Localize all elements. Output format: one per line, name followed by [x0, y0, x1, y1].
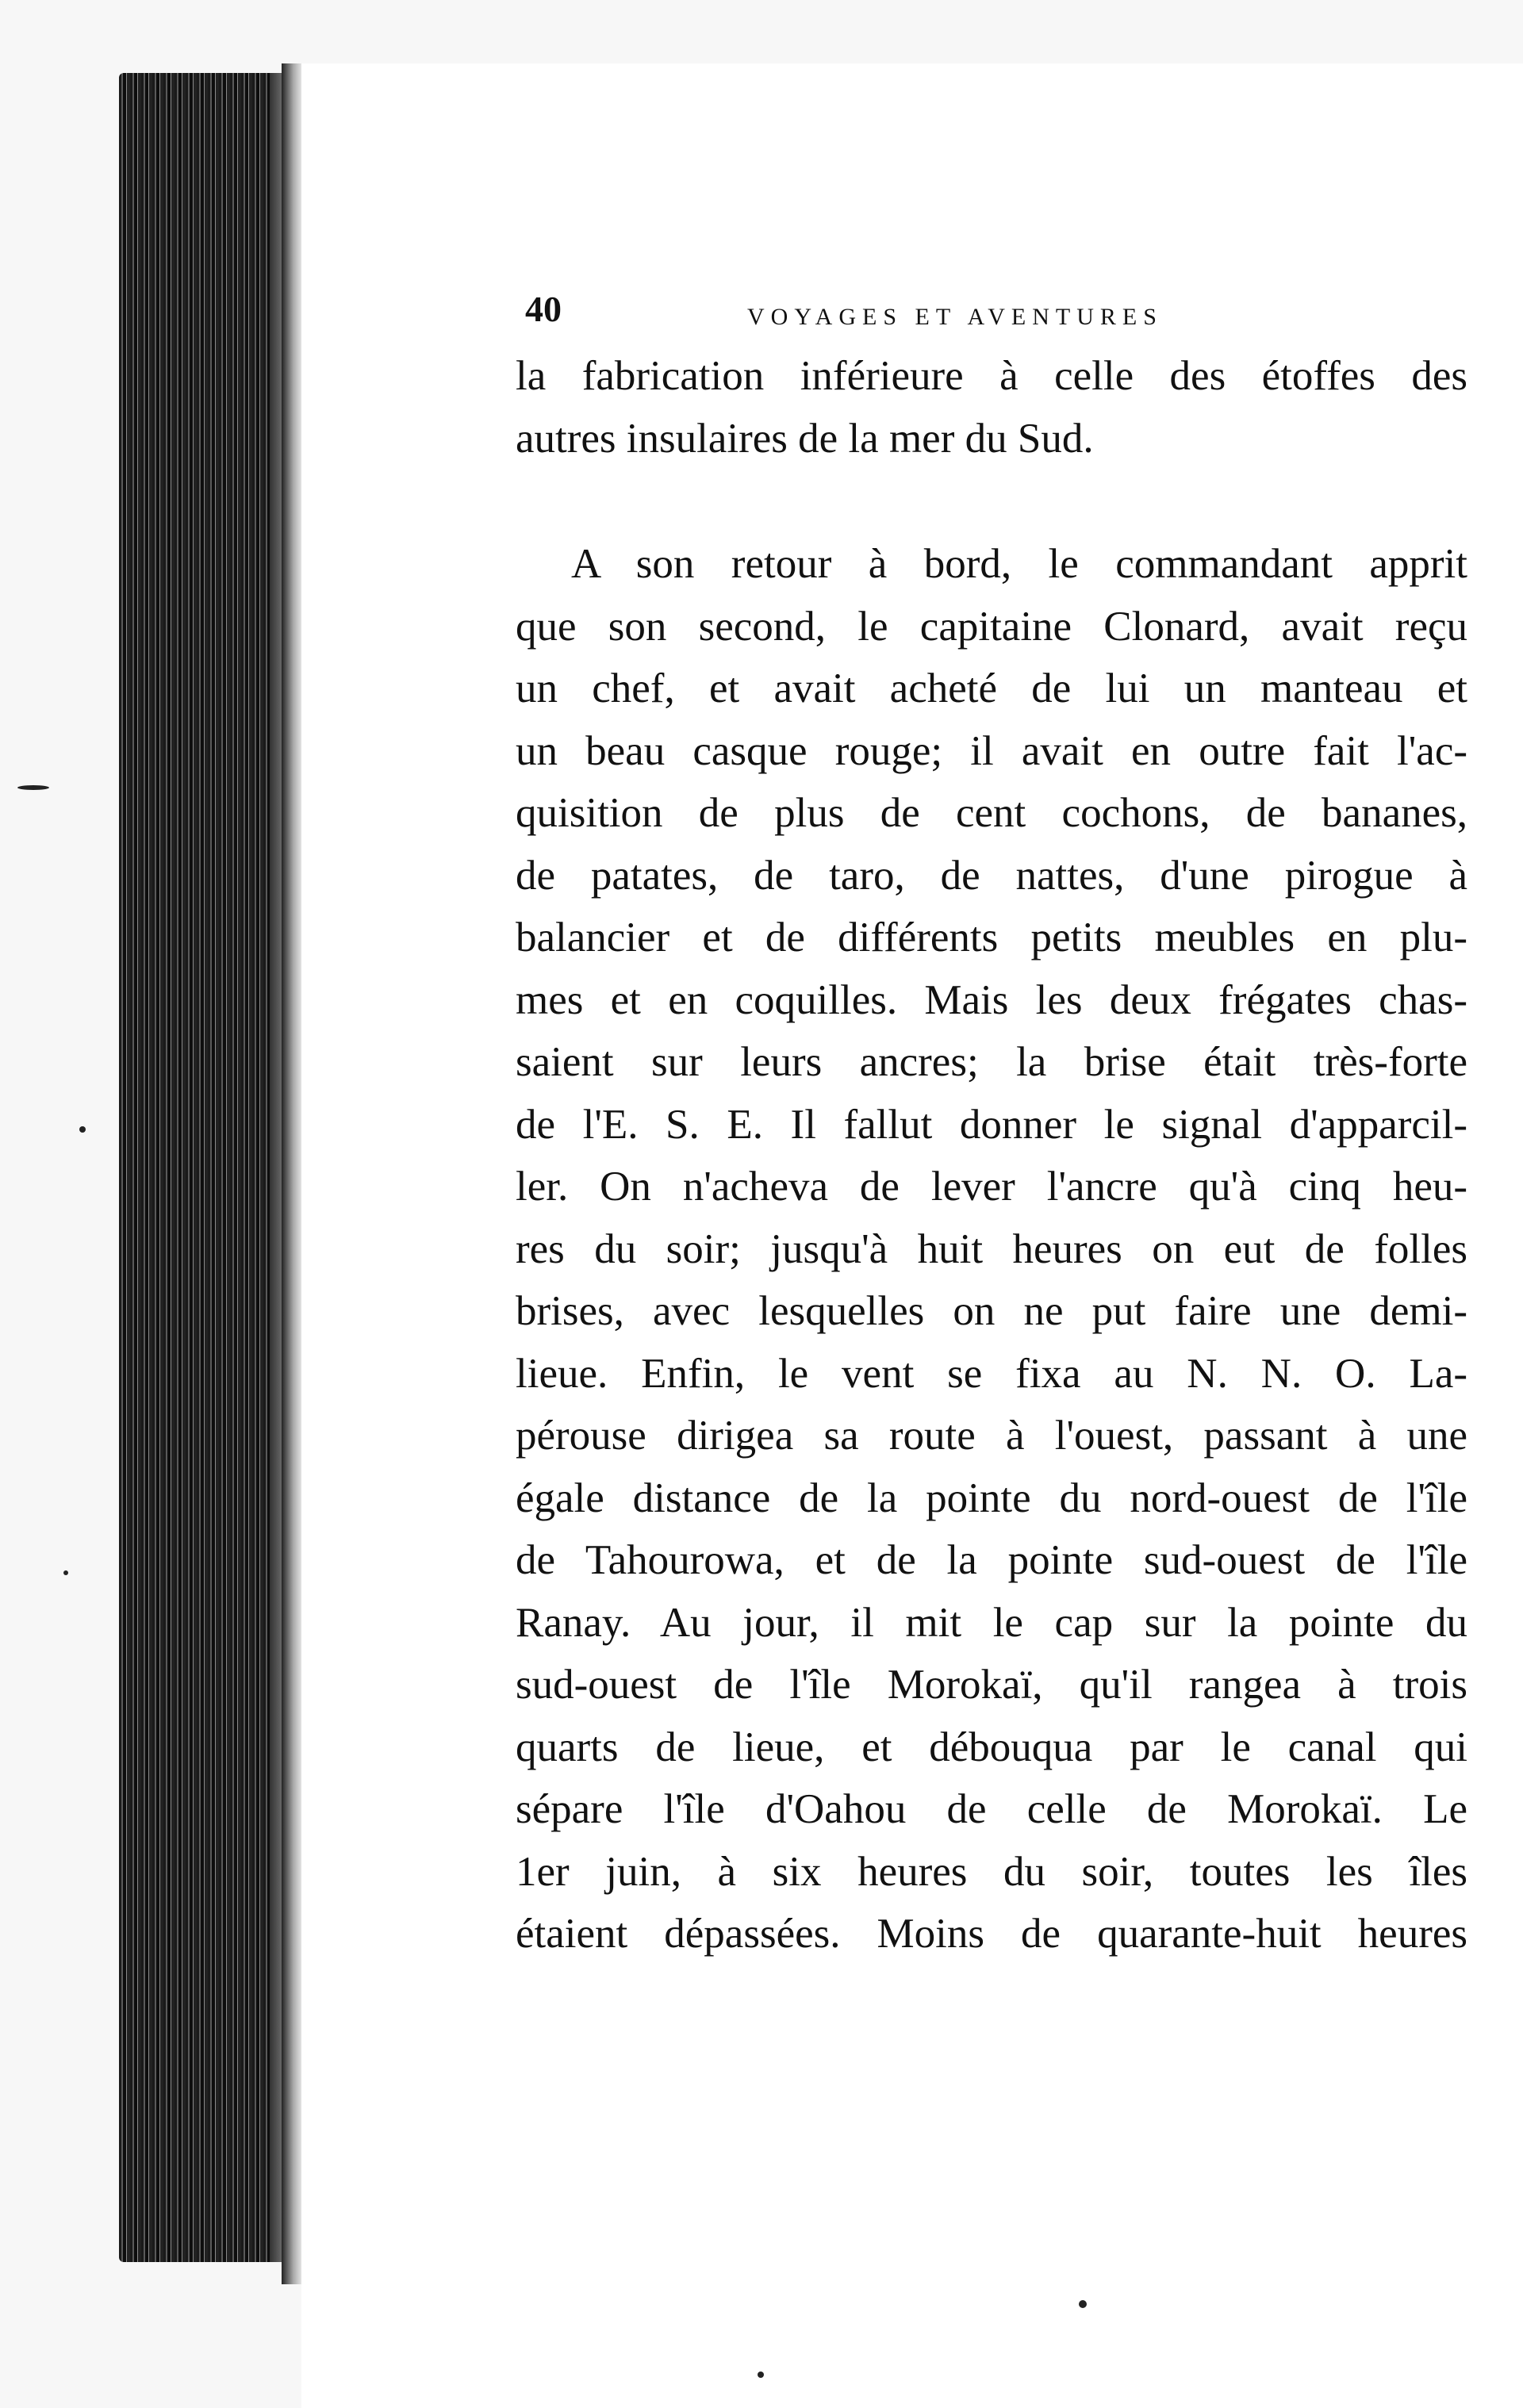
text-line: étaient dépassées. Moins de quarante-huit heures [516, 1911, 1467, 1957]
text-line: autres insulaires de la mer du Sud. [516, 415, 1094, 462]
text-line: un beau casque rouge; il avait en outre fait l'ac- [516, 727, 1467, 774]
text-line: la fabrication inférieure à celle des étoffes des [516, 353, 1467, 399]
scan-speck [63, 1570, 68, 1575]
text-line: de l'E. S. E. Il fallut donner le signal d'apparcil- [516, 1101, 1467, 1148]
paragraph-break [516, 470, 1467, 533]
text-line: 1er juin, à six heures du soir, toutes les îles [516, 1848, 1467, 1895]
text-line: sud-ouest de l'île Morokaï, qu'il rangea à trois [516, 1662, 1467, 1708]
scan-speck [1079, 2300, 1087, 2308]
running-head: VOYAGES ET AVENTURES [747, 304, 1163, 330]
page-number: 40 [525, 289, 562, 329]
text-line: A son retour à bord, le commandant apprit [571, 541, 1467, 587]
text-line: lieue. Enfin, le vent se fixa au N. N. O. La- [516, 1350, 1467, 1397]
text-line: brises, avec lesquelles on ne put faire une demi- [516, 1288, 1467, 1334]
text-line: quarts de lieue, et débouqua par le canal qui [516, 1724, 1467, 1770]
scan-speck [17, 785, 49, 790]
body-text [516, 345, 1467, 1965]
text-line: pérouse dirigea sa route à l'ouest, passant à une [516, 1413, 1467, 1459]
scan-speck [758, 2372, 764, 2378]
text-line: que son second, le capitaine Clonard, avait reçu [516, 603, 1467, 650]
text-line: ler. On n'acheva de lever l'ancre qu'à cinq heu- [516, 1164, 1467, 1210]
text-line: de Tahourowa, et de la pointe sud-ouest de l'île [516, 1537, 1467, 1583]
text-line: balancier et de différents petits meubles en plu- [516, 915, 1467, 961]
text-line: égale distance de la pointe du nord-ouest de l'île [516, 1474, 1467, 1521]
text-line: mes et en coquilles. Mais les deux frégates chas- [516, 976, 1467, 1023]
text-line: sépare l'île d'Oahou de celle de Morokaï. Le [516, 1786, 1467, 1832]
scan-speck [79, 1126, 86, 1133]
text-line: quisition de plus de cent cochons, de bananes, [516, 790, 1467, 836]
text-line: de patates, de taro, de nattes, d'une pirogue à [516, 852, 1467, 899]
book-page-edges [119, 73, 301, 2262]
text-line: res du soir; jusqu'à huit heures on eut de folles [516, 1225, 1467, 1272]
text-line: Ranay. Au jour, il mit le cap sur la pointe du [516, 1599, 1467, 1646]
text-line: saient sur leurs ancres; la brise était très-forte [516, 1039, 1467, 1085]
text-line: un chef, et avait acheté de lui un manteau et [516, 665, 1467, 711]
